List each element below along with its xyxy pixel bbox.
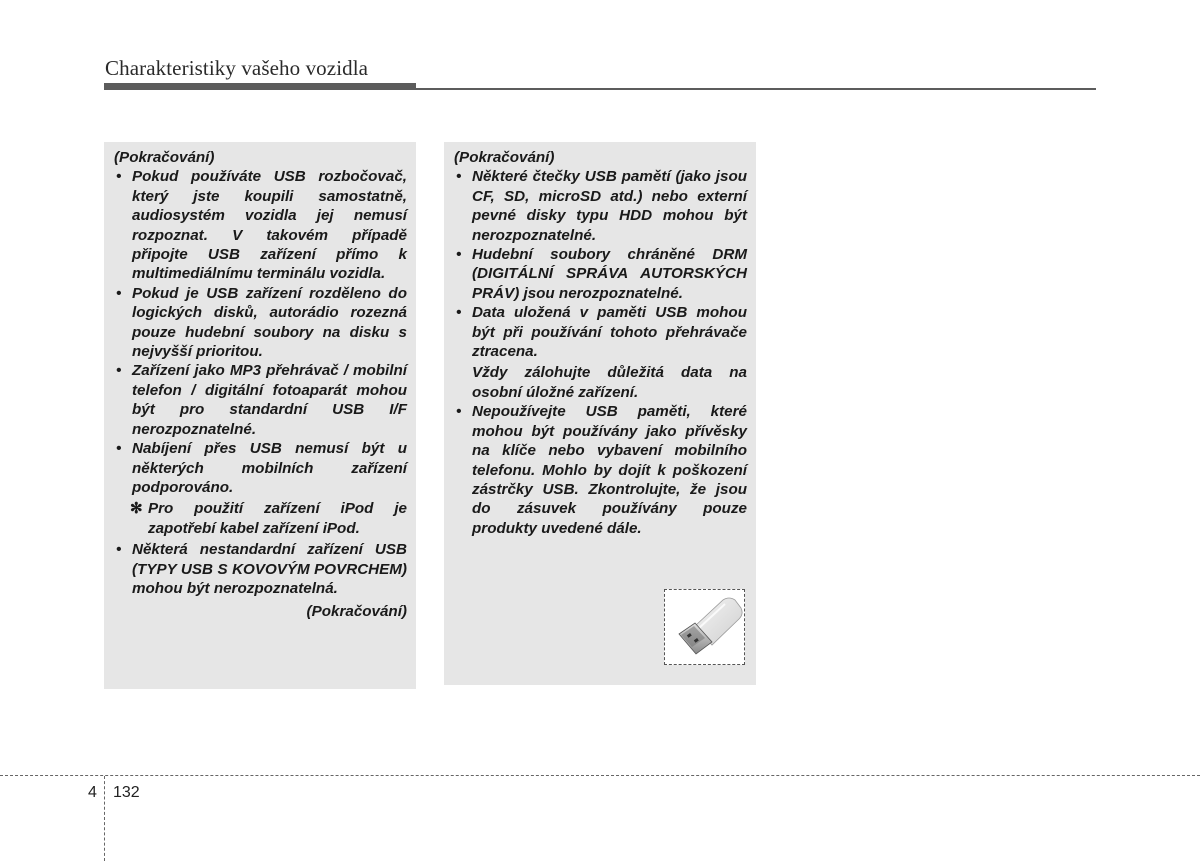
list-item: • Pokud je USB zařízení rozděleno do logických disků, autorádio rozezná pouze hudební soubory na disku s nejvyšší prioritou.: [114, 284, 407, 362]
backup-advice: Vždy zálohujte důležitá data na osobní úložné zařízení.: [472, 364, 747, 401]
usb-stick-icon: [665, 590, 744, 664]
header-rule: [416, 88, 1096, 90]
continued-label: (Pokračování): [306, 603, 407, 621]
left-info-panel: [104, 142, 416, 689]
usb-stick-image: [664, 589, 745, 665]
right-bullet-list-continued: [454, 402, 747, 538]
left-bullet-list: [114, 167, 407, 497]
chapter-number: 4: [88, 784, 97, 801]
list-item: • Nabíjení přes USB nemusí být u některých mobilních zařízení podporováno.: [114, 439, 407, 497]
footer-divider: [104, 776, 105, 861]
note-text: Pro použití zařízení iPod je zapotřebí kabel zařízení iPod.: [148, 500, 407, 537]
list-item: • Zařízení jako MP3 přehrávač / mobilní telefon / digitální fotoaparát mohou být pro standardní USB I/F nerozpoznatelné.: [114, 361, 407, 439]
list-item: • Pokud používáte USB rozbočovač, který jste koupili samostatně, audiosystém vozidla jej nemusí rozpoznat. V takovém případě připojte USB zařízení přímo k multimediálnímu terminálu vozidla.: [114, 167, 407, 283]
footer-rule: [0, 775, 1200, 776]
left-panel-heading: (Pokračování): [114, 149, 215, 166]
list-item: • Nepoužívejte USB paměti, které mohou být používány jako přívěsky na klíče nebo vybavení mobilního telefonu. Mohlo by dojít k poškození zástrčky USB. Zkontrolujte, že jsou do zásuvek používány pouze produkty uvedené dále.: [454, 402, 747, 538]
header-bar: [104, 83, 416, 90]
note-asterisk-icon: ✻: [130, 500, 143, 518]
list-item: • Hudební soubory chráněné DRM (DIGITÁLNÍ SPRÁVA AUTORSKÝCH PRÁV) jsou nerozpoznatelné.: [454, 245, 747, 303]
list-item: • Některé čtečky USB pamětí (jako jsou CF, SD, microSD atd.) nebo externí pevné disky typu HDD mohou být nerozpoznatelné.: [454, 167, 747, 245]
list-item: • Data uložená v paměti USB mohou být při používání tohoto přehrávače ztracena.: [454, 303, 747, 361]
list-item: • Některá nestandardní zařízení USB (TYPY USB S KOVOVÝM POVRCHEM) mohou být nerozpoznatelná.: [114, 540, 407, 598]
left-bullet-list-continued: [114, 540, 407, 598]
ipod-note: [114, 499, 407, 538]
page-header-title: Charakteristiky vašeho vozidla: [105, 56, 369, 80]
right-panel-heading: (Pokračování): [454, 149, 555, 166]
right-bullet-list: [454, 167, 747, 361]
page-number: 132: [113, 784, 140, 801]
